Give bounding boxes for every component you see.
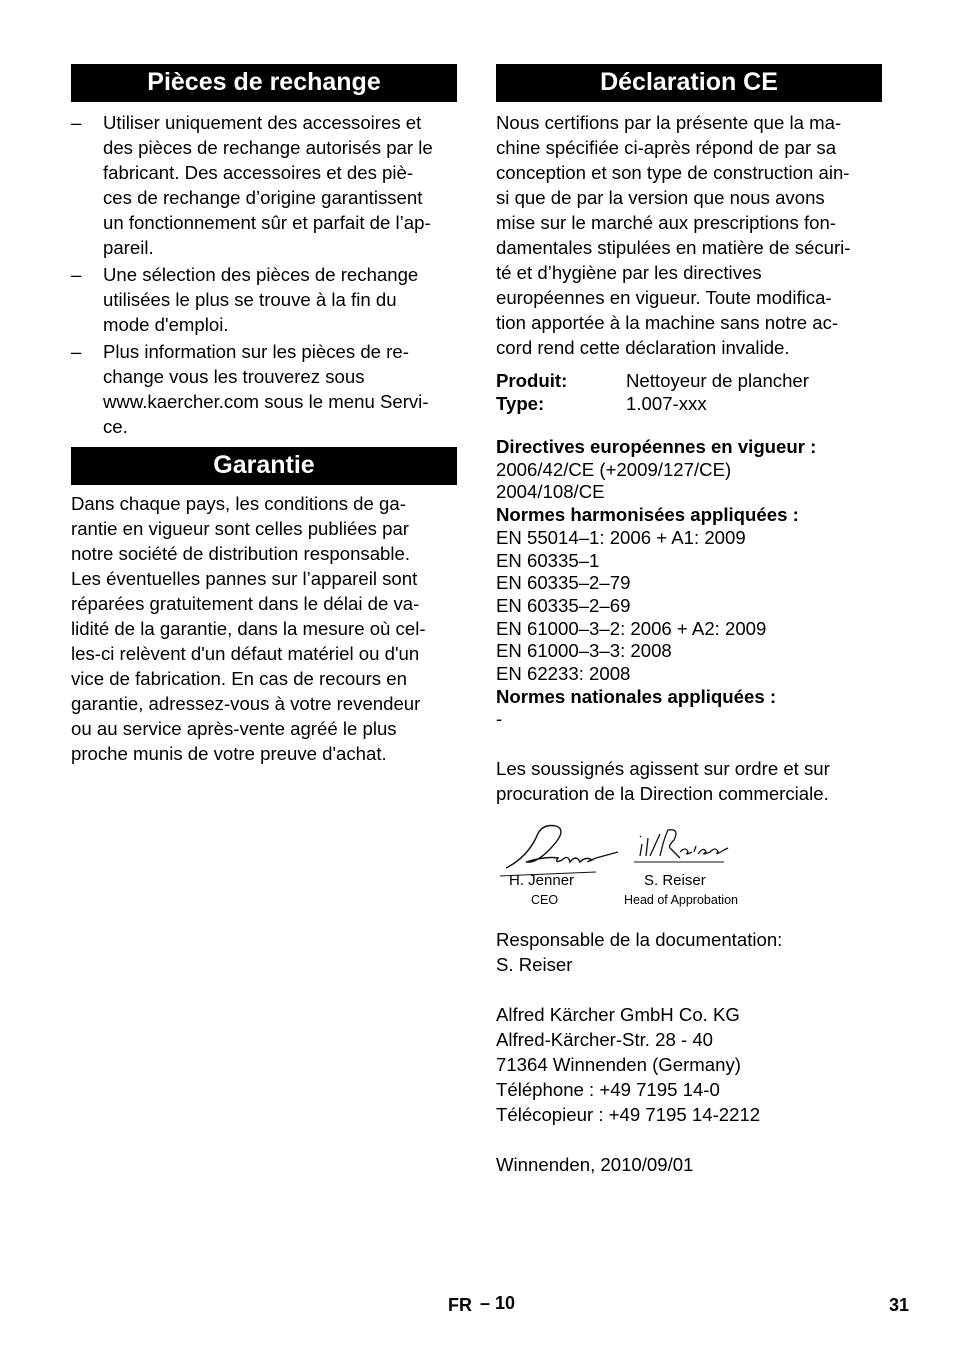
- text-line: cord rend cette déclaration invalide.: [496, 337, 790, 358]
- list-item-line: mode d'emploi.: [103, 314, 229, 335]
- list-item-line: des pièces de rechange autorisés par le: [103, 137, 433, 158]
- list-item-line: un fonctionnement sûr et parfait de l’ap-: [103, 212, 431, 233]
- text-line: vice de fabrication. En cas de recours en: [71, 668, 407, 689]
- text-line: rantie en vigueur sont celles publiées par: [71, 518, 409, 539]
- signer-name-jenner: H. Jenner: [509, 872, 575, 890]
- text-line: tion apportée à la machine sans notre ac-: [496, 312, 839, 333]
- standard-item: EN 55014–1: 2006 + A1: 2009: [496, 526, 746, 548]
- signatories-paragraph: [496, 756, 882, 806]
- harmonized-label: Normes harmonisées appliquées :: [496, 504, 799, 526]
- list-item-line: www.kaercher.com sous le menu Servi-: [103, 391, 429, 412]
- text-line: ou au service après-vente agréé le plus: [71, 718, 397, 739]
- standard-item: EN 61000–3–2: 2006 + A2: 2009: [496, 617, 767, 639]
- address-line: 71364 Winnenden (Germany): [496, 1054, 741, 1076]
- standard-item: EN 60335–1: [496, 549, 600, 571]
- directives-block: [496, 436, 882, 731]
- list-item-line: utilisées le plus se trouve à la fin du: [103, 289, 397, 310]
- directives-label: Directives européennes en vigueur :: [496, 436, 817, 457]
- text-line: Dans chaque pays, les conditions de ga-: [71, 493, 406, 514]
- address-line: Télécopieur : +49 7195 14-2212: [496, 1104, 761, 1126]
- text-line: réparées gratuitement dans le délai de va-: [71, 593, 420, 614]
- list-item: [71, 339, 457, 439]
- text-line: proche munis de votre preuve d'achat.: [71, 743, 387, 764]
- standard-item: EN 61000–3–3: 2008: [496, 640, 672, 662]
- directive-item: 2004/108/CE: [496, 481, 605, 503]
- text-line: procuration de la Direction commerciale.: [496, 783, 829, 805]
- warranty-heading: Garantie: [71, 447, 457, 485]
- address-line: Alfred Kärcher GmbH Co. KG: [496, 1004, 740, 1026]
- text-line: Les éventuelles pannes sur l’appareil sont: [71, 568, 418, 589]
- national-label: Normes nationales appliquées :: [496, 685, 777, 707]
- product-row: [496, 369, 882, 392]
- text-line: les-ci relèvent d'un défaut matériel ou d'un: [71, 643, 420, 664]
- product-label: Produit:: [496, 370, 568, 391]
- list-item-line: ces de rechange d’origine garantissent: [103, 187, 423, 208]
- left-column: [71, 64, 457, 766]
- standard-item: EN 60335–2–69: [496, 594, 631, 616]
- signer-name-reiser: S. Reiser: [644, 872, 706, 890]
- doc-responsible-label: Responsable de la documentation:: [496, 929, 783, 951]
- text-line: mise sur le marché aux prescriptions fon-: [496, 212, 836, 233]
- signature-jenner: [496, 818, 626, 878]
- address-line: Alfred-Kärcher-Str. 28 - 40: [496, 1029, 714, 1051]
- company-address: [496, 1002, 882, 1127]
- dash-bullet: –: [71, 112, 82, 133]
- signature-block: [496, 818, 882, 914]
- text-line: damentales stipulées en matière de sécuri-: [496, 237, 851, 258]
- address-line: Téléphone : +49 7195 14-0: [496, 1079, 720, 1101]
- footer-page-number: 31: [889, 1295, 910, 1315]
- warranty-paragraph: [71, 491, 457, 766]
- list-item-line: Utiliser uniquement des accessoires et: [103, 112, 422, 133]
- text-line: si que de par la version que nous avons: [496, 187, 825, 208]
- place-date: Winnenden, 2010/09/01: [496, 1154, 694, 1176]
- spare-parts-list: [71, 110, 457, 439]
- footer-page-label: – 10: [480, 1293, 516, 1313]
- text-line: lidité de la garantie, dans la mesure où cel-: [71, 618, 426, 639]
- text-line: conception et son type de construction ain-: [496, 162, 850, 183]
- type-value: 1.007-xxx: [626, 393, 707, 414]
- text-line: garantie, adressez-vous à votre revendeur: [71, 693, 421, 714]
- dash-bullet: –: [71, 341, 82, 362]
- text-line: té et d’hygiène par les directives: [496, 262, 762, 283]
- list-item-line: pareil.: [103, 237, 154, 258]
- list-item-line: Une sélection des pièces de rechange: [103, 264, 419, 285]
- signature-reiser: [634, 822, 734, 866]
- product-info: [496, 369, 882, 415]
- product-value: Nettoyeur de plancher: [626, 370, 809, 391]
- directive-item: 2006/42/CE (+2009/127/CE): [496, 458, 732, 480]
- right-column: [496, 64, 882, 1177]
- documentation-responsible: [496, 927, 882, 977]
- text-line: Les soussignés agissent sur ordre et sur: [496, 758, 830, 780]
- ce-declaration-heading: Déclaration CE: [496, 64, 882, 102]
- standard-item: EN 62233: 2008: [496, 663, 631, 685]
- text-line: notre société de distribution responsable.: [71, 543, 411, 564]
- list-item: [71, 110, 457, 260]
- signer-title-jenner: CEO: [531, 893, 559, 908]
- list-item-line: ce.: [103, 416, 128, 437]
- spare-parts-heading: Pièces de rechange: [71, 64, 457, 102]
- list-item: [71, 262, 457, 337]
- list-item-line: Plus information sur les pièces de re-: [103, 341, 409, 362]
- list-item-line: change vous les trouverez sous: [103, 366, 365, 387]
- doc-responsible-name: S. Reiser: [496, 954, 573, 976]
- footer-language: FR: [448, 1295, 472, 1315]
- type-row: [496, 392, 882, 415]
- standard-item: EN 60335–2–79: [496, 572, 631, 594]
- dash-bullet: –: [71, 264, 82, 285]
- text-line: européennes en vigueur. Toute modifica-: [496, 287, 832, 308]
- text-line: Nous certifions par la présente que la ma-: [496, 112, 842, 133]
- ce-intro-paragraph: [496, 110, 882, 360]
- type-label: Type:: [496, 393, 545, 414]
- signer-title-reiser: Head of Approbation: [624, 893, 738, 908]
- text-line: chine spécifiée ci-après répond de par sa: [496, 137, 837, 158]
- national-value: -: [496, 708, 503, 730]
- list-item-line: fabricant. Des accessoires et des piè-: [103, 162, 414, 183]
